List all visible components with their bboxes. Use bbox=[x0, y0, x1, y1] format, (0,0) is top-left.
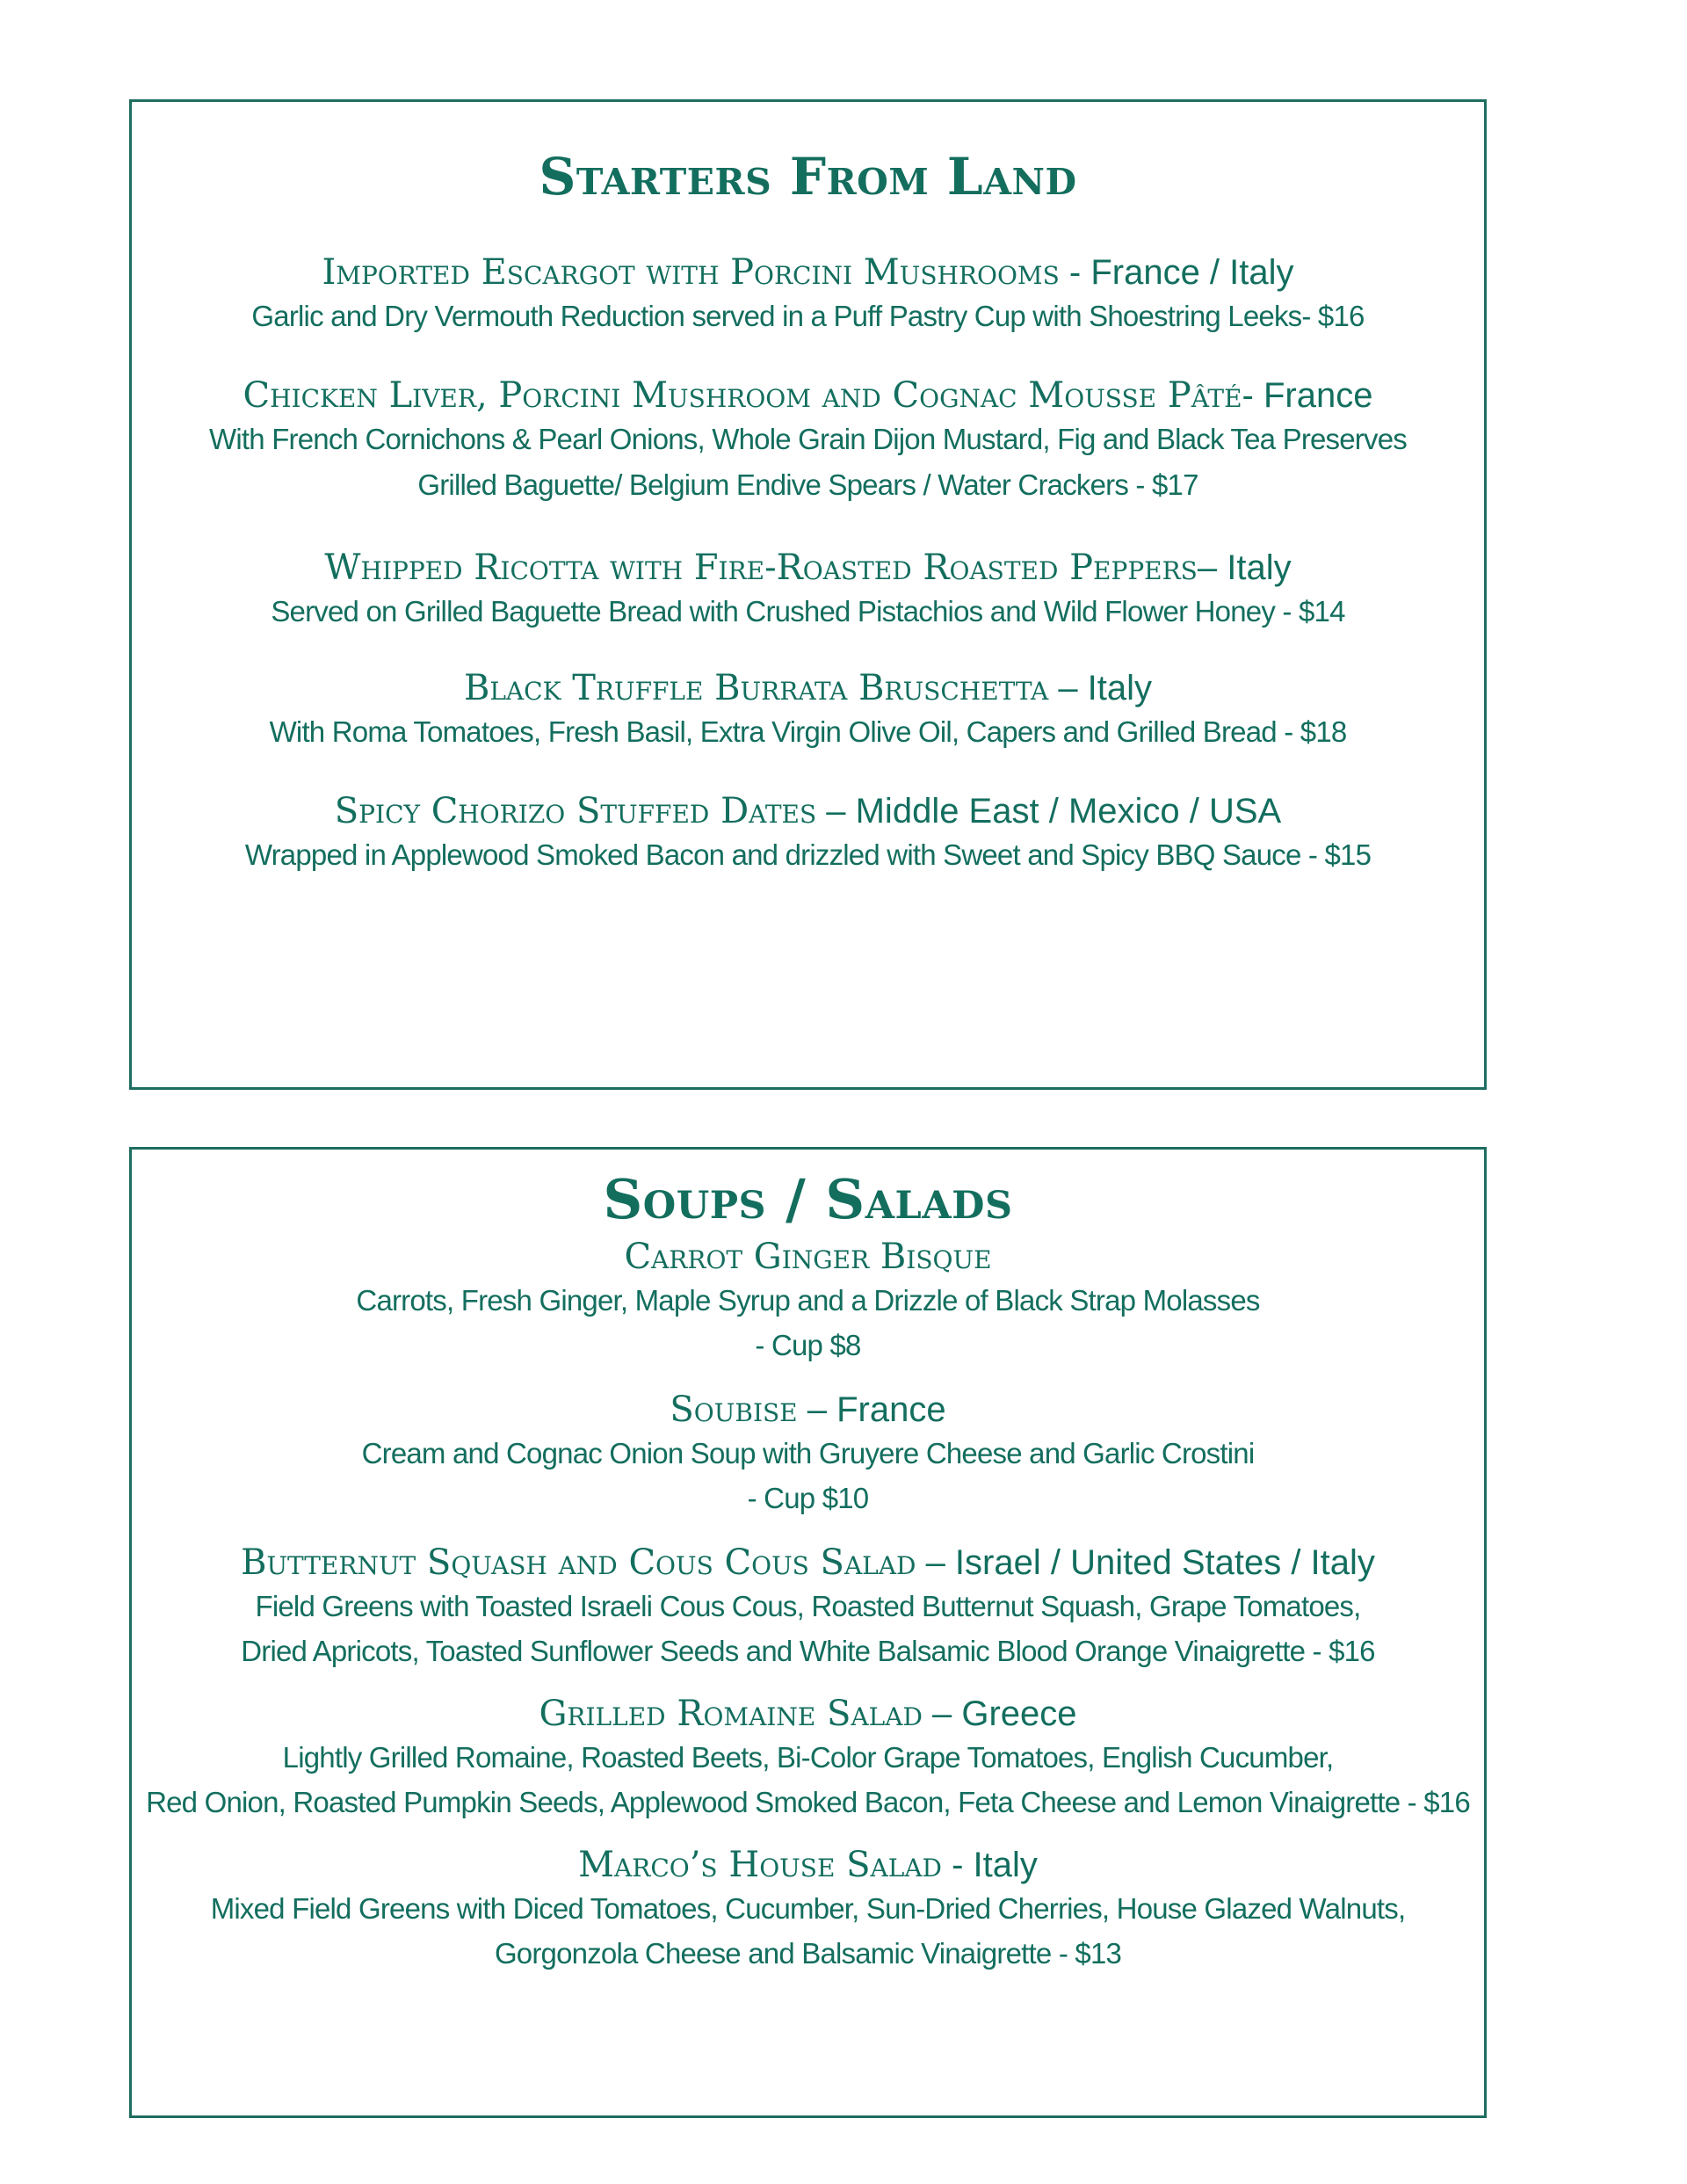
item-price: - Cup $8 bbox=[755, 1329, 861, 1361]
item-description: Field Greens with Toasted Israeli Cous Cous, Roasted Butternut Squash, Grape Tomatoes, bbox=[255, 1590, 1361, 1622]
item-price: - Cup $10 bbox=[747, 1482, 869, 1514]
starters-section bbox=[129, 99, 1487, 1090]
item-name: Butternut Squash and Cous Cous Salad bbox=[241, 1542, 916, 1583]
item-description: Mixed Field Greens with Diced Tomatoes, Cucumber, Sun-Dried Cherries, House Glazed Walnuts, bbox=[210, 1892, 1406, 1925]
menu-item-carrot-bisque bbox=[132, 1236, 1484, 1368]
item-description: With Roma Tomatoes, Fresh Basil, Extra Virgin Olive Oil, Capers and Grilled Bread - $18 bbox=[269, 715, 1347, 748]
item-origin: – Middle East / Mexico / USA bbox=[816, 792, 1282, 831]
menu-item-soubise bbox=[132, 1389, 1484, 1520]
menu-item-ricotta bbox=[132, 547, 1484, 635]
item-description: Grilled Baguette/ Belgium Endive Spears / Water Crackers - $17 bbox=[417, 468, 1198, 501]
soups-salads-section bbox=[129, 1147, 1487, 2118]
section-title-starters: Starters From Land bbox=[539, 147, 1077, 207]
item-description: Lightly Grilled Romaine, Roasted Beets, Bi-Color Grape Tomatoes, English Cucumber, bbox=[282, 1741, 1334, 1774]
item-name: Chicken Liver, Porcini Mushroom and Cognac Mousse Pâté bbox=[243, 375, 1242, 416]
item-description: Garlic and Dry Vermouth Reduction served in a Puff Pastry Cup with Shoestring Leeks- $16 bbox=[251, 300, 1365, 332]
item-name: Grilled Romaine Salad bbox=[539, 1694, 923, 1734]
item-description: Dried Apricots, Toasted Sunflower Seeds and White Balsamic Blood Orange Vinaigrette - $16 bbox=[241, 1635, 1375, 1667]
item-origin: – Greece bbox=[922, 1694, 1077, 1733]
item-origin: – Israel / United States / Italy bbox=[916, 1543, 1375, 1582]
menu-item-pate bbox=[132, 374, 1484, 508]
item-description: Cream and Cognac Onion Soup with Gruyere Cheese and Garlic Crostini bbox=[361, 1437, 1255, 1469]
menu-item-chorizo bbox=[132, 790, 1484, 878]
item-origin: - France / Italy bbox=[1059, 253, 1294, 292]
menu-item-burrata bbox=[132, 667, 1484, 755]
menu-item-romaine-salad bbox=[132, 1693, 1484, 1825]
item-origin: – Italy bbox=[1048, 669, 1153, 707]
item-description: Gorgonzola Cheese and Balsamic Vinaigrette - $13 bbox=[494, 1937, 1122, 1970]
item-name: Spicy Chorizo Stuffed Dates bbox=[334, 791, 817, 831]
item-description: Red Onion, Roasted Pumpkin Seeds, Applewood Smoked Bacon, Feta Cheese and Lemon Vinaigrette - $16 bbox=[146, 1786, 1470, 1818]
item-origin: – Italy bbox=[1197, 548, 1292, 587]
item-origin: - Italy bbox=[942, 1846, 1038, 1884]
item-origin: – France bbox=[797, 1390, 946, 1429]
item-description: Served on Grilled Baguette Bread with Crushed Pistachios and Wild Flower Honey - $14 bbox=[271, 595, 1345, 628]
item-name: Whipped Ricotta with Fire-Roasted Roasted Peppers bbox=[324, 548, 1198, 588]
section-title-soups-salads: Soups / Salads bbox=[603, 1167, 1013, 1231]
item-description: Wrapped in Applewood Smoked Bacon and drizzled with Sweet and Spicy BBQ Sauce - $15 bbox=[244, 838, 1372, 871]
menu-item-house-salad bbox=[132, 1844, 1484, 1976]
item-name: Marco’s House Salad bbox=[578, 1845, 942, 1885]
item-description: With French Cornichons & Pearl Onions, Whole Grain Dijon Mustard, Fig and Black Tea Preserves bbox=[209, 423, 1407, 455]
item-name: Soubise bbox=[670, 1389, 798, 1430]
menu-item-escargot bbox=[132, 251, 1484, 339]
item-name: Carrot Ginger Bisque bbox=[624, 1237, 992, 1277]
item-name: Black Truffle Burrata Bruschetta bbox=[463, 668, 1049, 708]
menu-item-butternut-salad bbox=[132, 1542, 1484, 1673]
item-name: Imported Escargot with Porcini Mushrooms bbox=[322, 252, 1060, 293]
item-origin: - France bbox=[1242, 376, 1373, 415]
item-description: Carrots, Fresh Ginger, Maple Syrup and a Drizzle of Black Strap Molasses bbox=[356, 1284, 1260, 1317]
